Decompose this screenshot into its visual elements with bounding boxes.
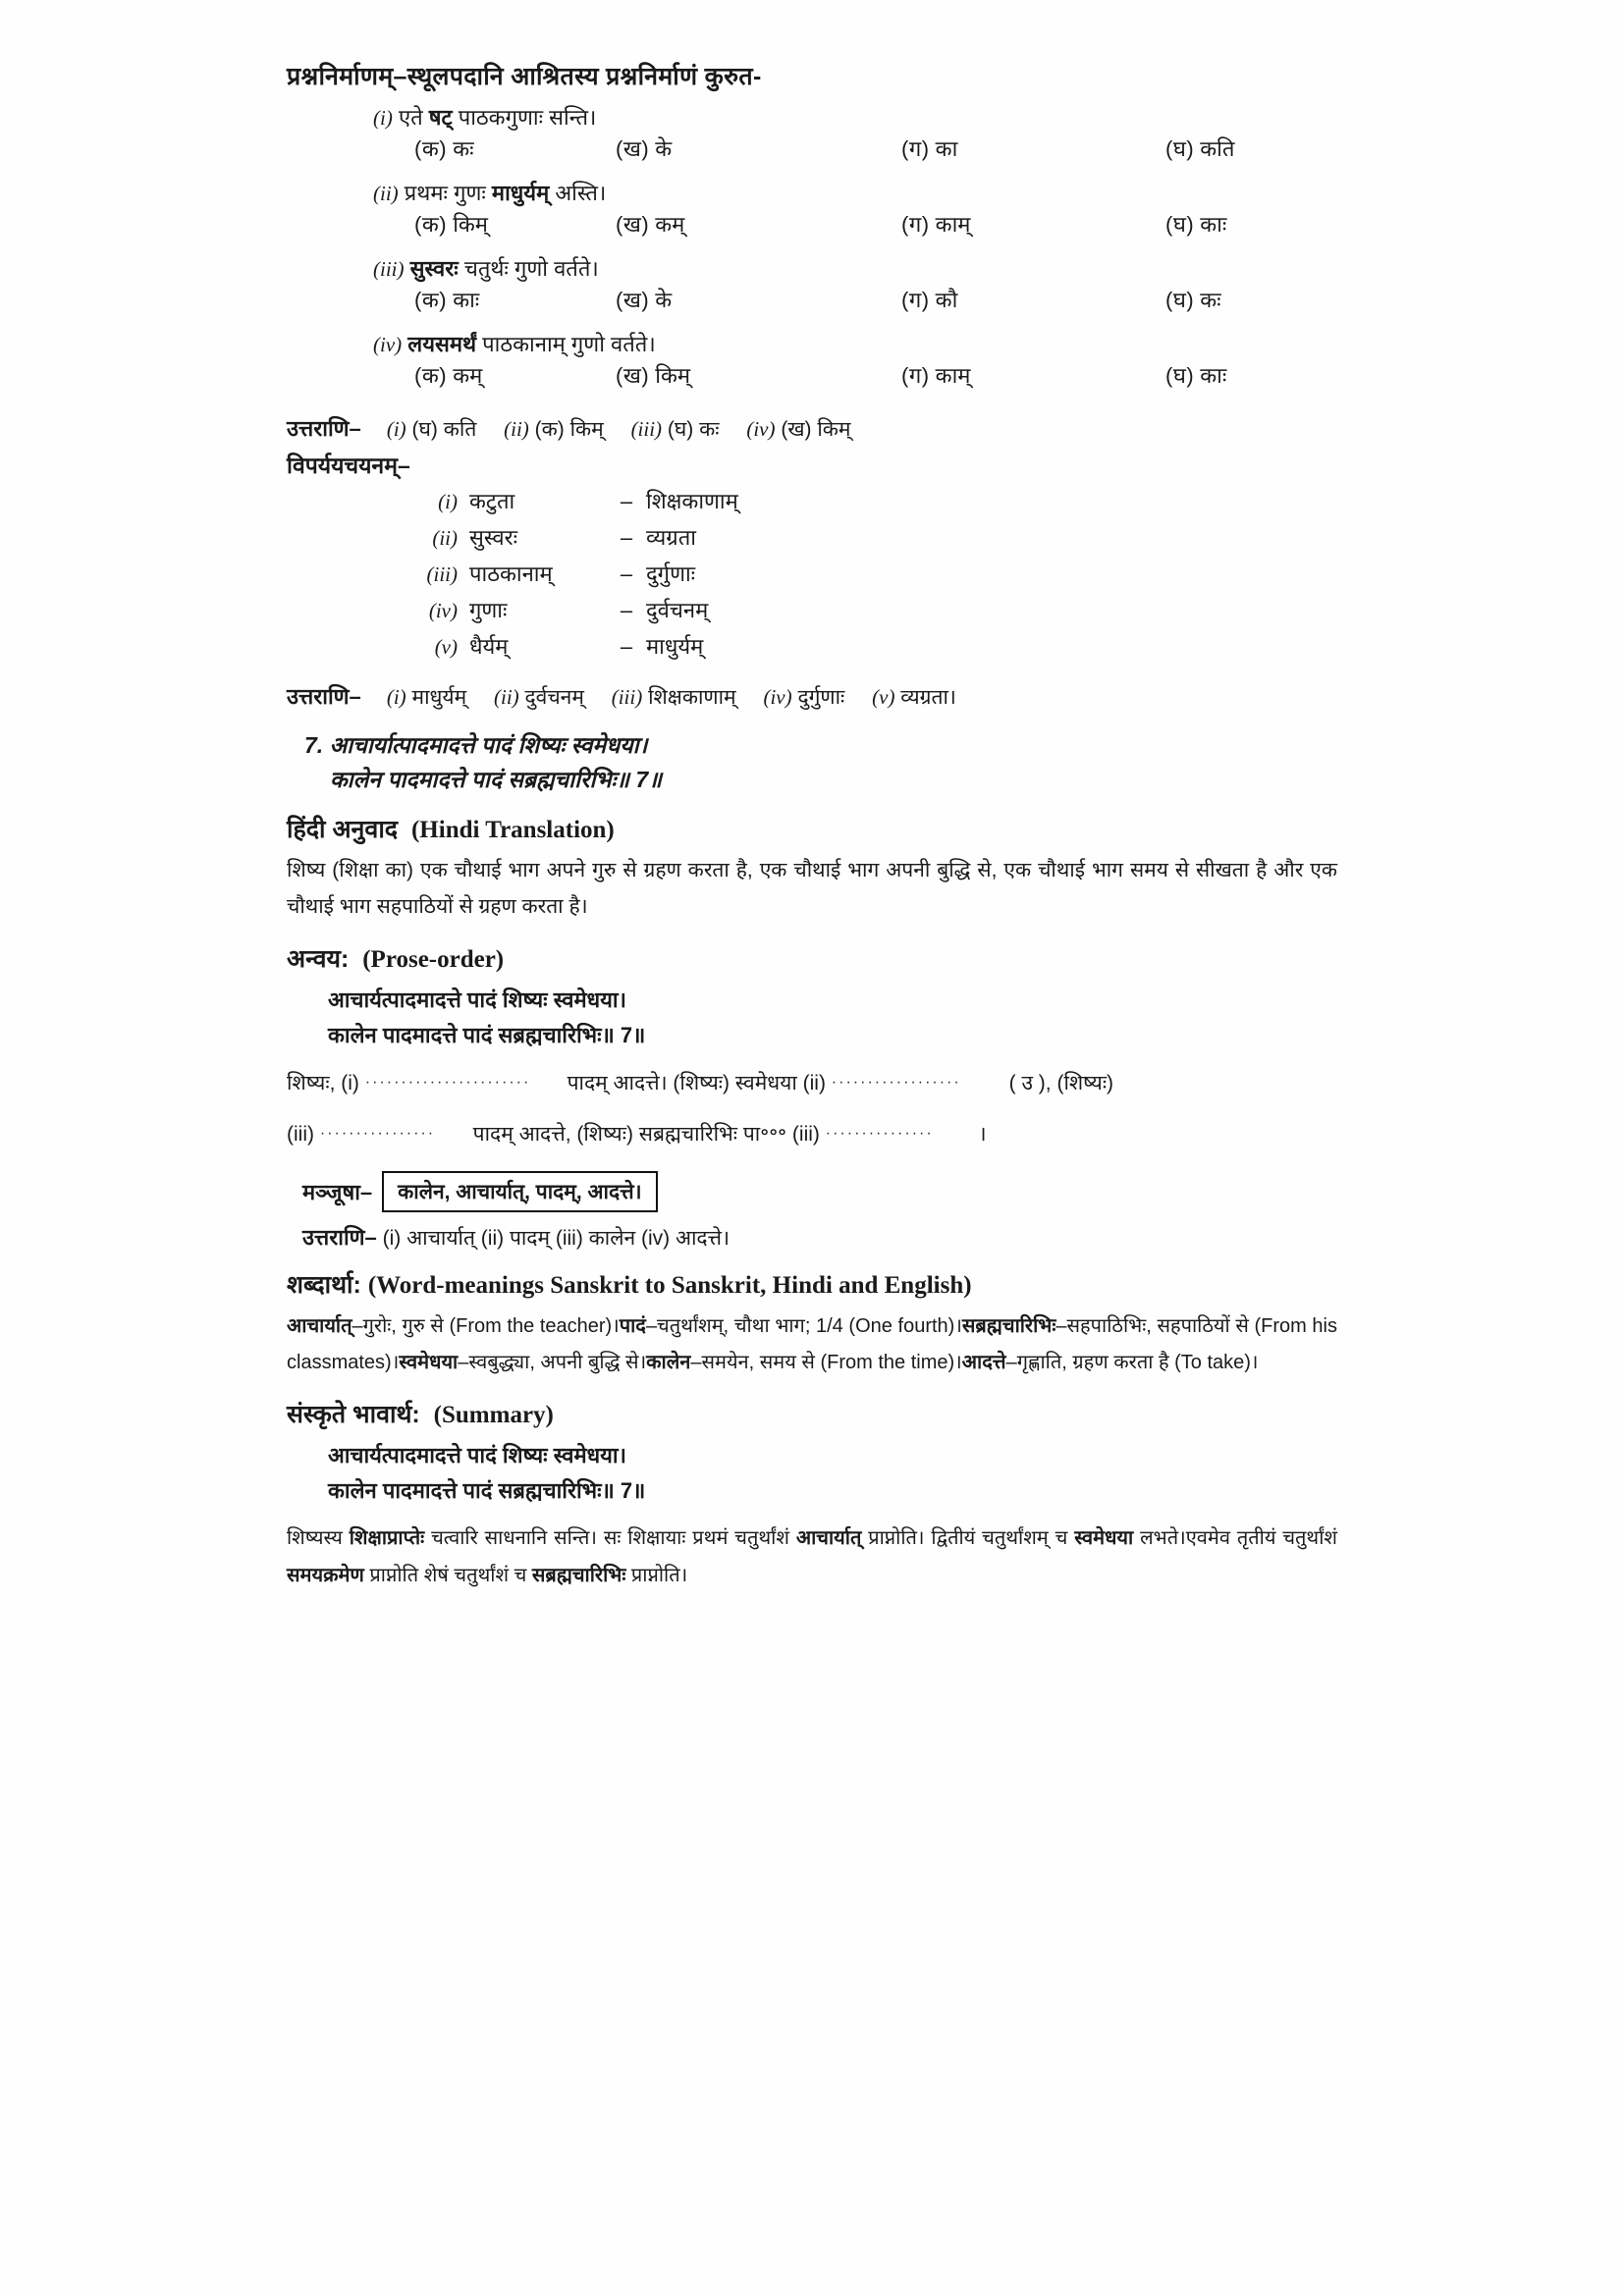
fill-text-a: (iii)	[287, 1123, 314, 1147]
answers-label: उत्तराणि–	[287, 416, 361, 441]
options-row	[287, 133, 1337, 173]
wm-word: आदत्ते	[961, 1352, 1006, 1374]
answers-text: (i) आचार्यात् (ii) पादम् (iii) कालेन (iv) आदत्ते।	[382, 1227, 730, 1251]
option-d[interactable]: (घ) काः	[1165, 212, 1227, 237]
anvaya-verse	[287, 983, 1337, 1054]
page-content	[287, 59, 1337, 1594]
item-match: माधुर्यम्	[646, 634, 704, 659]
manjusha-row	[287, 1171, 1337, 1212]
hindi-translation-heading	[287, 812, 1337, 845]
item-match: दुर्वचनम्	[646, 598, 709, 622]
item-word: कटुता	[469, 489, 515, 513]
wm-word: स्वमेधया	[399, 1352, 459, 1374]
answers-label: उत्तराणि–	[287, 684, 361, 709]
summary-verse	[287, 1438, 1337, 1510]
wm-word: कालेन	[646, 1352, 691, 1374]
question-stem	[287, 178, 1337, 207]
option-a[interactable]: (क) किम्	[414, 212, 488, 237]
item-roman-numeral: (iii)	[426, 562, 458, 586]
answers-label: उत्तराणि–	[302, 1225, 377, 1251]
answer-item: (v) व्यग्रता।	[872, 685, 956, 709]
fill-text-b: पादम् आदत्ते। (शिष्यः) स्वमेधया (ii)	[567, 1072, 826, 1095]
item-word: धैर्यम्	[469, 634, 509, 659]
fill-text-c: ।	[978, 1123, 987, 1147]
wm-gloss: –चतुर्थांशम्, चौथा भाग; 1/4 (One fourth)।	[645, 1315, 962, 1338]
option-b[interactable]: (ख) के	[616, 288, 673, 312]
anvaya-answers-line	[287, 1222, 1337, 1252]
list-item	[395, 559, 1337, 595]
question-text-pre: प्रथमः गुणः	[404, 181, 492, 205]
answer-item: (ii) (क) किम्	[504, 417, 604, 441]
option-a[interactable]: (क) कम्	[414, 363, 483, 388]
item-word: गुणाः	[469, 598, 508, 622]
anvaya-verse-line-2: कालेन पादमादत्ते पादं सब्रह्मचारिभिः॥ 7॥	[328, 1022, 646, 1047]
anvaya-verse-line-1: आचार्यत्पादमादत्ते पादं शिष्यः स्वमेधया।	[328, 987, 626, 1012]
viparyaya-answers-line	[287, 681, 1337, 711]
question-text-post: चतुर्थः गुणो वर्तते।	[458, 256, 599, 281]
question-text-post: पाठकगुणाः सन्ति।	[452, 105, 597, 130]
hindi-translation-text: शिष्य (शिक्षा का) एक चौथाई भाग अपने गुरु से ग्रहण करता है, एक चौथाई भाग अपनी बुद्धि से, एक चौथाई भाग समय से सीखता है और एक चौथाई भाग सहपाठियों से ग्रहण करता है।	[287, 859, 1337, 918]
viparyaya-list	[287, 486, 1337, 667]
question-stem	[287, 102, 1337, 132]
wm-word: सब्रह्मचारिभिः	[961, 1315, 1056, 1338]
item-match: शिक्षकाणाम्	[646, 489, 738, 513]
fill-text-a: शिष्यः, (i)	[287, 1072, 359, 1095]
item-dash: –	[620, 598, 633, 622]
answer-item: (iii) शिक्षकाणाम्	[611, 685, 736, 709]
question-roman-numeral: (ii)	[373, 182, 399, 205]
option-c[interactable]: (ग) का	[901, 136, 958, 161]
question-keyword: माधुर्यम्	[491, 181, 550, 205]
option-b[interactable]: (ख) के	[616, 136, 673, 161]
heading-hindi: हिंदी अनुवाद	[287, 816, 399, 843]
question-stem	[287, 253, 1337, 283]
viparyaya-title: विपर्ययचयनम्–	[287, 453, 410, 478]
heading-hindi: अन्वय:	[287, 944, 350, 973]
option-b[interactable]: (ख) किम्	[616, 363, 691, 388]
item-roman-numeral: (iv)	[428, 599, 458, 622]
summary-verse-line-2: कालेन पादमादत्ते पादं सब्रह्मचारिभिः॥ 7॥	[328, 1478, 646, 1504]
list-item	[395, 522, 1337, 559]
heading-hindi: शब्दार्था:	[287, 1271, 361, 1300]
wm-gloss: –सहपाठिभिः, सहपाठियों से (From his classmates)।	[287, 1315, 1337, 1374]
heading-english: (Word-meanings Sanskrit to Sanskrit, Hindi and English)	[367, 1272, 972, 1300]
blank-dots[interactable]: ················	[319, 1125, 436, 1143]
shloka-line-2: कालेन पादमादत्ते पादं सब्रह्मचारिभिः॥ 7॥	[330, 766, 662, 792]
question-text-pre: एते	[398, 105, 429, 130]
option-b[interactable]: (ख) कम्	[616, 212, 685, 237]
shloka-block	[287, 728, 1337, 796]
item-match: दुर्गुणाः	[646, 561, 696, 586]
shloka-number: 7.	[304, 732, 324, 758]
option-c[interactable]: (ग) कौ	[901, 288, 958, 312]
heading-english: (Hindi Translation)	[410, 817, 615, 843]
answer-item: (iii) (घ) कः	[630, 417, 720, 441]
question-keyword: लयसमर्थं	[407, 332, 477, 356]
heading-english: (Summary)	[433, 1402, 554, 1429]
blank-dots[interactable]: ···············	[825, 1125, 934, 1143]
manjusha-box: कालेन, आचार्यात्, पादम्, आदत्ते।	[382, 1171, 657, 1212]
item-dash: –	[620, 634, 633, 659]
option-d[interactable]: (घ) काः	[1165, 363, 1227, 388]
item-dash: –	[620, 489, 633, 513]
question-text-post: अस्ति।	[549, 181, 607, 205]
option-d[interactable]: (घ) कः	[1165, 288, 1221, 312]
wm-word: आचार्यात्	[287, 1315, 352, 1338]
item-roman-numeral: (ii)	[432, 526, 458, 550]
fill-text-c: ( उ ), (शिष्यः)	[1008, 1072, 1114, 1095]
summary-keyword: स्वमेधया	[1074, 1526, 1134, 1549]
blank-dots[interactable]: ·······················	[364, 1074, 531, 1092]
exercise-title: प्रश्ननिर्माणम्–स्थूलपदानि आश्रितस्य प्रश्ननिर्माणं कुरुत-	[287, 63, 762, 90]
anvaya-fill-line-2	[287, 1114, 1337, 1155]
item-roman-numeral: (v)	[434, 635, 458, 659]
wm-gloss: –गुरोः, गुरु से (From the teacher)।	[352, 1315, 620, 1338]
question-keyword: षट्	[428, 105, 453, 130]
options-row	[287, 285, 1337, 324]
word-meanings-text	[287, 1308, 1337, 1381]
item-dash: –	[620, 525, 633, 550]
question-roman-numeral: (iii)	[373, 257, 405, 281]
item-word: सुस्वरः	[469, 525, 518, 550]
summary-heading	[287, 1397, 1337, 1430]
item-word: पाठकानाम्	[469, 561, 553, 586]
answer-item: (i) (घ) कति	[386, 417, 477, 441]
manjusha-label: मञ्जूषा–	[302, 1180, 373, 1205]
option-a[interactable]: (क) कः	[414, 136, 474, 161]
option-d[interactable]: (घ) कति	[1165, 136, 1235, 161]
summary-keyword: सब्रह्मचारिभिः	[531, 1564, 626, 1586]
summary-keyword: समयक्रमेण	[287, 1564, 364, 1586]
wm-gloss: –स्वबुद्ध्या, अपनी बुद्धि से।	[458, 1352, 647, 1374]
option-c[interactable]: (ग) काम्	[901, 212, 971, 237]
summary-keyword: आचार्यात्	[795, 1526, 862, 1549]
answer-item: (iv) (ख) किम्	[746, 417, 851, 441]
item-match: व्यग्रता	[646, 525, 696, 550]
question-stem	[287, 329, 1337, 358]
wm-gloss: –गृह्णाति, ग्रहण करता है (To take)।	[1005, 1352, 1259, 1374]
answer-item: (i) माधुर्यम्	[386, 685, 467, 709]
answer-item: (iv) दुर्गुणाः	[763, 685, 845, 709]
heading-hindi: संस्कृते भावार्थ:	[287, 1401, 420, 1429]
shloka-line-1: आचार्यात्पादमादत्ते पादं शिष्यः स्वमेधया।	[329, 732, 648, 758]
answer-item: (ii) दुर्वचनम्	[494, 685, 584, 709]
list-item	[395, 486, 1337, 522]
blank-dots[interactable]: ··················	[831, 1074, 961, 1092]
list-item	[395, 631, 1337, 667]
anvaya-fill-line-1	[287, 1063, 1337, 1104]
wm-gloss: –समयेन, समय से (From the time)।	[690, 1352, 962, 1374]
option-a[interactable]: (क) काः	[414, 288, 480, 312]
summary-keyword: शिक्षाप्राप्तेः	[349, 1526, 425, 1549]
wm-word: पादं	[619, 1315, 646, 1338]
mcq-answers-line	[287, 413, 1337, 443]
heading-english: (Prose-order)	[362, 945, 505, 973]
question-roman-numeral: (i)	[373, 106, 393, 130]
question-text-post: पाठकानाम् गुणो वर्तते।	[476, 332, 656, 356]
options-row	[287, 209, 1337, 248]
summary-verse-line-1: आचार्यत्पादमादत्ते पादं शिष्यः स्वमेधया।	[328, 1443, 626, 1468]
question-roman-numeral: (iv)	[373, 333, 403, 356]
summary-text: शिष्यस्य शिक्षाप्राप्तेः चत्वारि साधनानि सन्ति। सः शिक्षायाः प्रथमं चतुर्थांशं आचार्यात् प्राप्नोति। द्वितीयं चतुर्थांशम् च स्वमेधया लभते।एवमेव तृतीयं चतुर्थांशं समयक्रमेण प्राप्नोति शेषं चतुर्थांशं च सब्रह्मचारिभिः प्राप्नोति।	[287, 1526, 1337, 1586]
question-keyword: सुस्वरः	[409, 256, 459, 281]
fill-text-b: पादम् आदत्ते, (शिष्यः) सब्रह्मचारिभिः पा॰॰॰ (iii)	[472, 1123, 820, 1147]
list-item	[395, 595, 1337, 631]
option-c[interactable]: (ग) काम्	[901, 363, 971, 388]
options-row	[287, 360, 1337, 400]
anvaya-heading	[287, 941, 1337, 975]
word-meanings-heading	[287, 1267, 1337, 1301]
item-roman-numeral: (i)	[438, 490, 458, 513]
item-dash: –	[620, 561, 633, 586]
